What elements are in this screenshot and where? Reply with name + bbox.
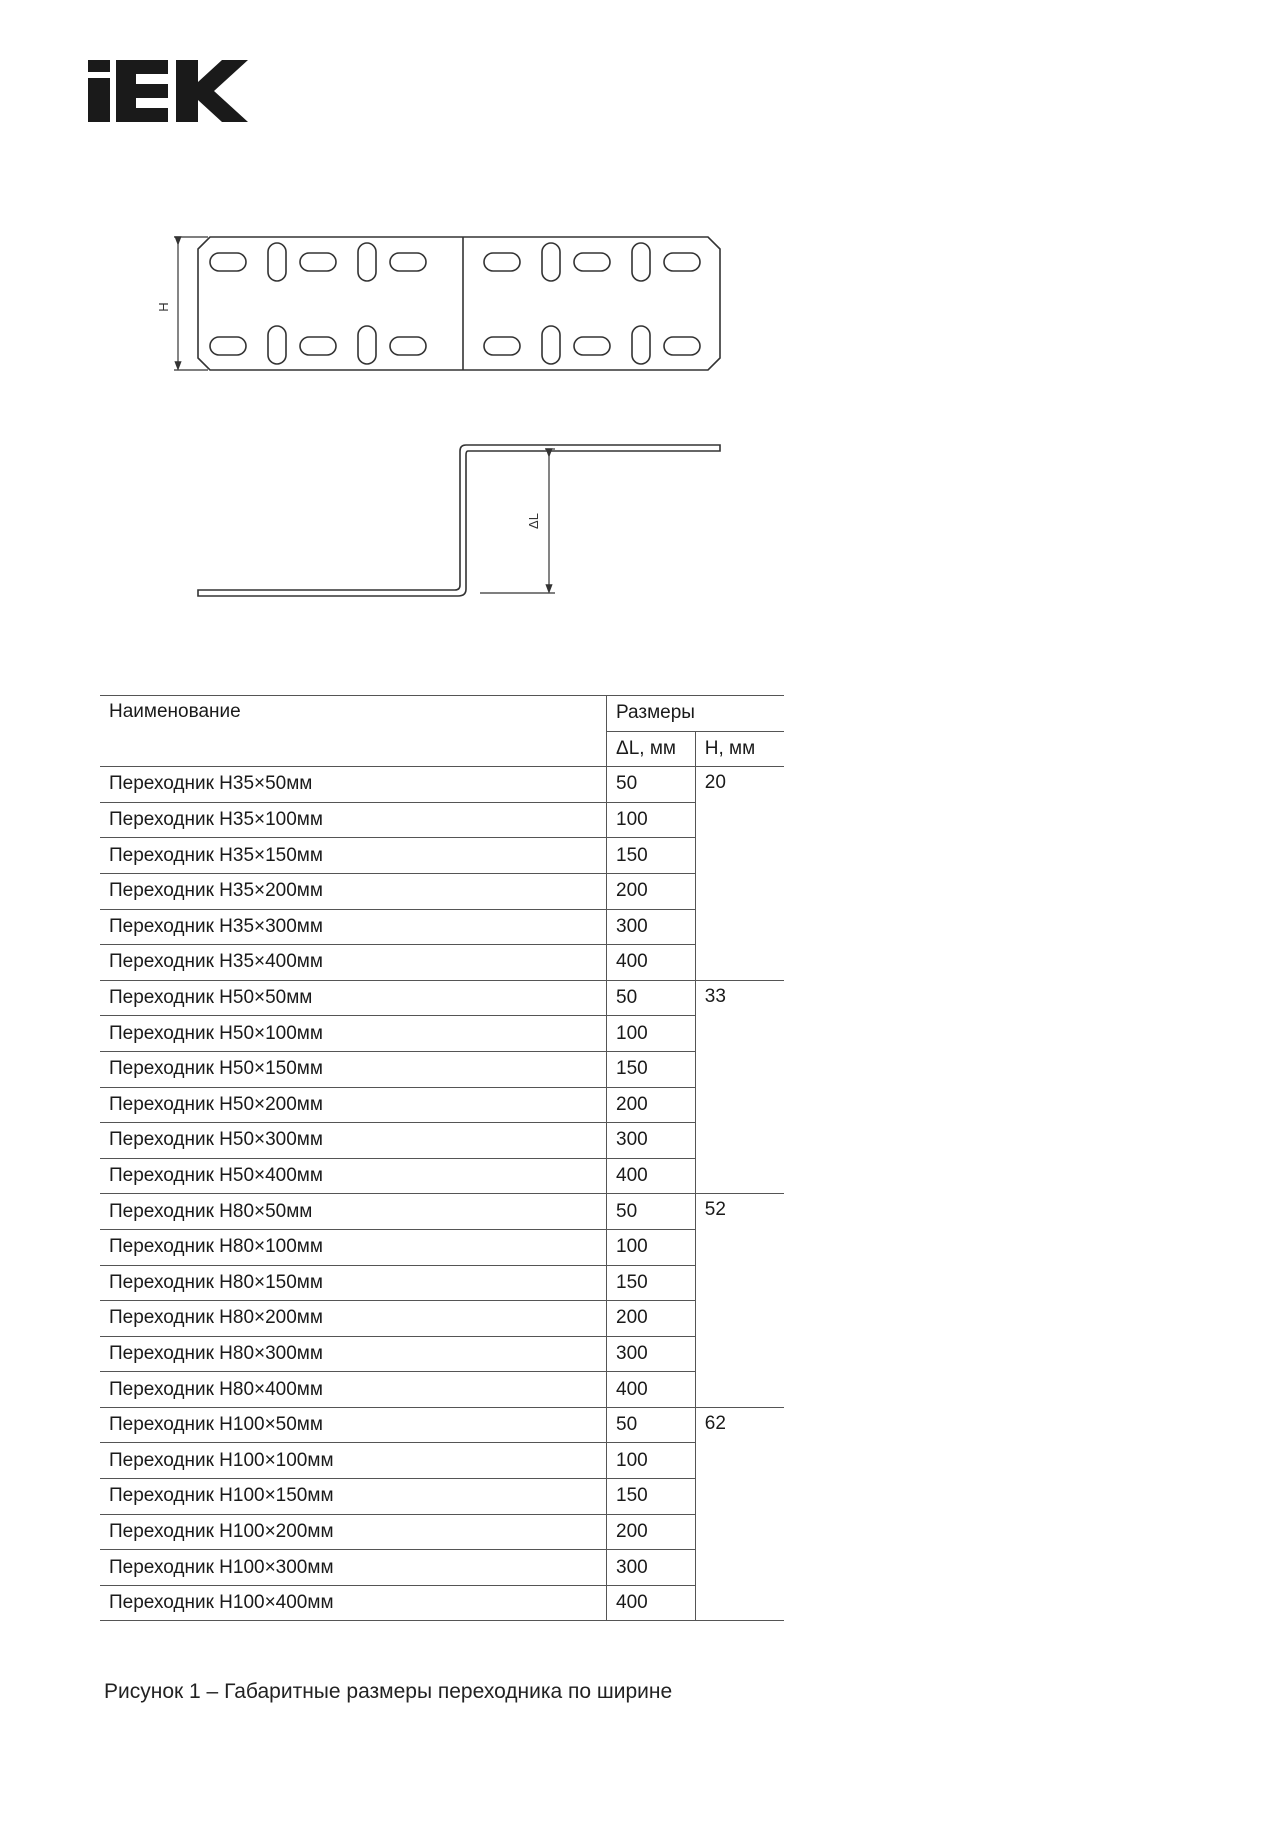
dl-value-cell: 150 [607,1265,696,1301]
dl-value-cell: 300 [607,1123,696,1159]
dl-value-cell: 150 [607,838,696,874]
product-name-cell: Переходник H35×50мм [100,767,607,803]
product-name-cell: Переходник H50×300мм [100,1123,607,1159]
table-row [100,1087,784,1123]
table-row [100,1016,784,1052]
dl-value-cell: 300 [607,1550,696,1586]
dl-value-cell: 400 [607,1585,696,1621]
table-row [100,802,784,838]
product-name-cell: Переходник H50×400мм [100,1158,607,1194]
table-body [100,767,784,1621]
dl-value-cell: 300 [607,1336,696,1372]
dl-value-cell: 150 [607,1479,696,1515]
dl-value-cell: 50 [607,1407,696,1443]
table-row [100,1051,784,1087]
dl-value-cell: 400 [607,1158,696,1194]
h-value-cell: 52 [695,1194,784,1408]
product-name-cell: Переходник H100×200мм [100,1514,607,1550]
product-name-cell: Переходник H80×100мм [100,1229,607,1265]
figure-caption: Рисунок 1 – Габаритные размеры переходника по ширине [104,1680,673,1703]
dl-value-cell: 150 [607,1051,696,1087]
dl-value-cell: 300 [607,909,696,945]
h-dimension [174,237,208,370]
table-row [100,1443,784,1479]
table-row [100,1372,784,1408]
table-row [100,945,784,981]
dl-value-cell: 200 [607,1514,696,1550]
dl-value-cell: 50 [607,980,696,1016]
dl-dimension-label: ΔL [526,513,541,529]
dl-value-cell: 100 [607,802,696,838]
table-row [100,1514,784,1550]
product-name-cell: Переходник H100×400мм [100,1585,607,1621]
product-name-cell: Переходник H80×200мм [100,1301,607,1337]
product-name-cell: Переходник H100×100мм [100,1443,607,1479]
product-name-cell: Переходник H50×100мм [100,1016,607,1052]
dimensions-table [100,695,784,1621]
product-name-cell: Переходник H100×150мм [100,1479,607,1515]
product-name-cell: Переходник H35×200мм [100,873,607,909]
header-h: H, мм [704,737,756,759]
dl-value-cell: 200 [607,1087,696,1123]
table-row [100,1158,784,1194]
table-row [100,1123,784,1159]
dl-value-cell: 400 [607,945,696,981]
header-name: Наименование [100,696,607,767]
h-value-cell: 62 [695,1407,784,1621]
dl-value-cell: 50 [607,767,696,803]
h-dimension-label: H [156,302,171,312]
dl-value-cell: 100 [607,1229,696,1265]
table-row [100,1585,784,1621]
table-row [100,1407,784,1443]
iek-logo [88,60,248,122]
product-name-cell: Переходник H100×300мм [100,1550,607,1586]
header-dl: ΔL, мм [607,731,696,767]
table-row [100,1550,784,1586]
h-value-cell: 20 [695,767,784,981]
product-name-cell: Переходник H35×400мм [100,945,607,981]
product-name-cell: Переходник H35×100мм [100,802,607,838]
plate-side-view [198,445,720,596]
table-row [100,1194,784,1230]
product-name-cell: Переходник H100×50мм [100,1407,607,1443]
product-name-cell: Переходник H80×300мм [100,1336,607,1372]
product-name-cell: Переходник H80×150мм [100,1265,607,1301]
h-value-cell: 33 [695,980,784,1194]
plate-top-view [198,237,720,370]
product-name-cell: Переходник H50×50мм [100,980,607,1016]
dl-value-cell: 200 [607,1301,696,1337]
header-sizes: Размеры [616,702,695,724]
adapter-drawing [150,225,750,615]
product-name-cell: Переходник H50×150мм [100,1051,607,1087]
table-row [100,1229,784,1265]
table-row [100,1479,784,1515]
dl-value-cell: 400 [607,1372,696,1408]
product-name-cell: Переходник H80×50мм [100,1194,607,1230]
product-name-cell: Переходник H50×200мм [100,1087,607,1123]
dl-value-cell: 100 [607,1016,696,1052]
table-row [100,873,784,909]
table-row [100,1301,784,1337]
dl-value-cell: 200 [607,873,696,909]
dl-value-cell: 50 [607,1194,696,1230]
dl-dimension [480,449,555,593]
product-name-cell: Переходник H35×300мм [100,909,607,945]
table-row [100,1336,784,1372]
product-name-cell: Переходник H80×400мм [100,1372,607,1408]
product-name-cell: Переходник H35×150мм [100,838,607,874]
dl-value-cell: 100 [607,1443,696,1479]
table-row [100,980,784,1016]
table-row [100,1265,784,1301]
table-row [100,909,784,945]
table-row [100,838,784,874]
table-row [100,767,784,803]
